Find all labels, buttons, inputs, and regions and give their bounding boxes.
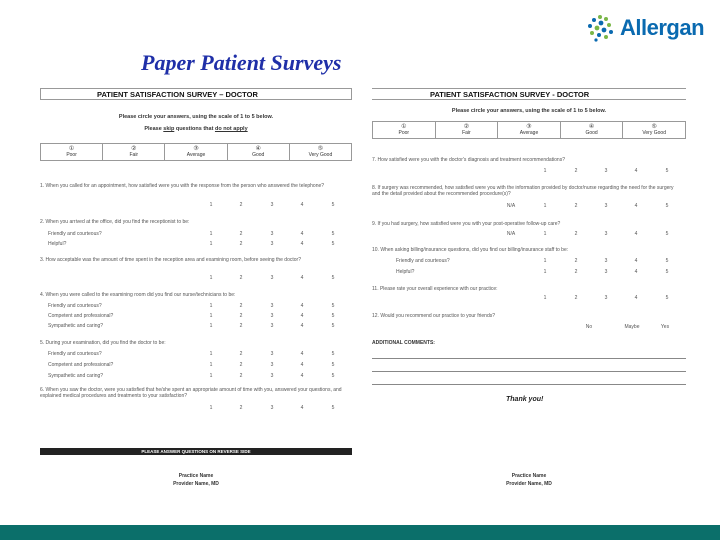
additional-comments-label: ADDITIONAL COMMENTS: [372,340,435,346]
question-3: 3. How acceptable was the amount of time spent in the reception area and examining room, before seeing the doctor? [40,257,301,263]
slide-title: Paper Patient Surveys [141,50,342,75]
answer-row: Friendly and courteous? 1 2 3 4 5 [48,303,335,309]
question-2: 2. When you arrived at the office, did you find the receptionist to be: [40,219,190,225]
comment-line [372,384,686,385]
scale-cell: ⑤ Very Good [308,146,333,158]
answer-row: Friendly and courteous? 1 2 3 4 5 [48,351,335,357]
answer-row: 1 2 3 4 5 [543,295,669,301]
skip-instruction: Please skip questions that do not apply [144,126,248,132]
question-11: 11. Please rate your overall experience with our practice: [372,286,498,292]
answer-row: Friendly and courteous? 1 2 3 4 5 [396,258,669,264]
question-6: 6. When you saw the doctor, were you satisfied that he/she spent an appropriate amount of time with you, answered your questions, and explained medical procedures and treatments to your satisfaction? [40,387,342,399]
brand-name: Allergan [620,15,705,40]
answer-row: N/A 1 2 3 4 5 [506,231,669,237]
answer-row: 1 2 3 4 5 [209,405,335,411]
question-8: 8. If surgery was recommended, how satisfied were you with the information provided by doctor/nurse regarding the need for the surgery and the detail provided about the recommended procedure(s)? [372,185,674,197]
answer-row: Competent and professional? 1 2 3 4 5 [48,313,335,319]
question-1: 1. When you called for an appointment, how satisfied were you with the response from the person who answered the telephone? [40,183,325,189]
scale-cell: ① Poor [373,122,436,138]
answer-row: 1 2 3 4 5 [209,202,335,208]
answer-row: Helpful? 1 2 3 4 5 [396,269,669,275]
answer-row: 1 2 3 4 5 [543,168,669,174]
provider-name: Provider Name, MD [506,481,552,487]
rating-scale [372,121,686,139]
question-7: 7. How satisfied were you with the doctor's diagnosis and treatment recommendations? [372,157,565,163]
scale-cell: ③ Average [498,122,561,138]
reverse-side-banner: PLEASE ANSWER QUESTIONS ON REVERSE SIDE [40,448,352,455]
scale-cell: ④ Good [561,122,624,138]
scale-cell: ⑤ Very Good [642,124,666,136]
comment-line [372,371,686,372]
answer-row: Friendly and courteous? 1 2 3 4 5 [48,231,335,237]
scale-cell: ① Poor [41,144,103,160]
question-5: 5. During your examination, did you find the doctor to be: [40,340,166,346]
answer-row: 1 2 3 4 5 [209,275,335,281]
question-4: 4. When you were called to the examining room did you find our nurse/technicians to be: [40,292,236,298]
thank-you-text: Thank you! [506,396,544,403]
survey-title: PATIENT SATISFACTION SURVEY – DOCTOR [40,88,352,100]
scale-cell: ② Fair [103,144,165,160]
bottom-accent-bar [0,525,720,540]
allergan-logo [584,12,714,44]
question-12: 12. Would you recommend our practice to your friends? [372,313,496,319]
answer-row: Sympathetic and caring? 1 2 3 4 5 [48,373,335,379]
answer-row: Competent and professional? 1 2 3 4 5 [48,362,335,368]
comment-line [372,358,686,359]
answer-row: Sympathetic and caring? 1 2 3 4 5 [48,323,335,329]
answer-row: N/A 1 2 3 4 5 [506,203,669,209]
survey-instruction: Please circle your answers, using the scale of 1 to 5 below. [451,108,607,114]
provider-name: Provider Name, MD [173,481,219,487]
question-9: 9. If you had surgery, how satisfied were you with your post-operative follow-up care? [372,221,561,227]
answer-row: No Maybe Yes [585,324,670,330]
question-10: 10. When asking billing/insurance questions, did you find our billing/insurance staff to be: [372,247,569,253]
survey-instruction: Please circle your answers, using the scale of 1 to 5 below. [118,114,274,120]
scale-cell: ④ Good [228,144,290,160]
survey-page-back [372,86,686,506]
survey-page-front [40,86,352,506]
scale-cell: ② Fair [436,122,499,138]
survey-title: PATIENT SATISFACTION SURVEY - DOCTOR [372,88,686,100]
allergan-dots-icon [584,14,618,42]
answer-row: Helpful? 1 2 3 4 5 [48,241,335,247]
practice-name: Practice Name [178,473,214,479]
practice-name: Practice Name [511,473,547,479]
scale-cell: ③ Average [165,144,227,160]
rating-scale [40,143,352,161]
